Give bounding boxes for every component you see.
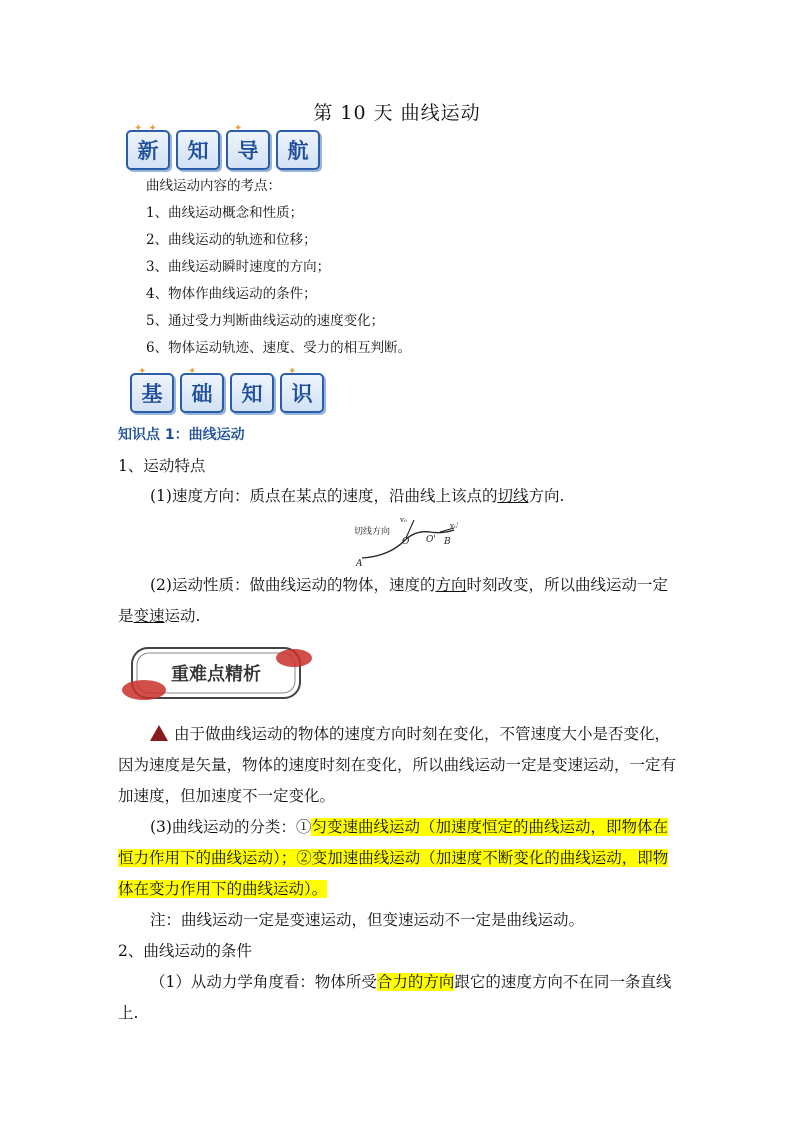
outline-item: 4、物体作曲线运动的条件； xyxy=(146,286,317,302)
outline-item: 1、曲线运动概念和性质； xyxy=(146,205,304,221)
page-title: 第 10 天 曲线运动 xyxy=(313,102,481,124)
svg-text:v₀': v₀' xyxy=(450,522,459,530)
section-heading: 1、运动特点 xyxy=(118,457,206,475)
svg-text:v₀: v₀ xyxy=(400,516,407,524)
outline-item: 3、曲线运动瞬时速度的方向； xyxy=(146,259,331,275)
svg-text:O: O xyxy=(402,537,410,547)
knowledge-point-heading: 知识点 1：曲线运动 xyxy=(118,427,245,443)
key-points-badge xyxy=(122,640,312,706)
section-banner-basic-knowledge xyxy=(130,366,324,413)
banner-tile: 航 xyxy=(276,130,320,170)
section-heading: 2、曲线运动的条件 xyxy=(118,942,252,960)
paragraph-velocity-direction: (1)速度方向：质点在某点的速度，沿曲线上该点的切线方向. xyxy=(150,487,565,505)
outline-item: 5、通过受力判断曲线运动的速度变化； xyxy=(146,313,385,329)
warning-paragraph: 由于做曲线运动的物体的速度方向时刻在变化，不管速度大小是否变化，因为速度是矢量，物体的速度时刻在变化，所以曲线运动一定是变速运动，一定有加速度，但加速度不一定变化。 xyxy=(118,725,677,805)
svg-text:B: B xyxy=(444,537,451,547)
paragraph-condition: （1）从动力学角度看：物体所受合力的方向跟它的速度方向不在同一条直线上. xyxy=(118,973,672,1022)
banner-tile: 知 xyxy=(230,373,274,413)
banner-tile: ✦ 基 xyxy=(130,373,174,413)
banner-tile: ✦ 础 xyxy=(180,373,224,413)
section-banner-new-knowledge xyxy=(126,123,320,170)
paragraph-classification: (3)曲线运动的分类：①匀变速曲线运动（加速度恒定的曲线运动，即物体在恒力作用下的曲线运动）；②变加速曲线运动（加速度不断变化的曲线运动，即物体在变力作用下的曲线运动）。 xyxy=(118,818,669,898)
banner-tile: ✦✦ 新 xyxy=(126,130,170,170)
paragraph-motion-nature: (2)运动性质：做曲线运动的物体，速度的方向时刻改变，所以曲线运动一定是变速运动. xyxy=(118,576,668,625)
banner-tile: ✦ 导 xyxy=(226,130,270,170)
outline-item: 6、物体运动轨迹、速度、受力的相互判断。 xyxy=(146,340,412,356)
badge-label: 重难点精析 xyxy=(171,664,261,685)
tangent-label: 切线方向 xyxy=(354,527,391,537)
note-paragraph: 注：曲线运动一定是变速运动，但变速运动不一定是曲线运动。 xyxy=(150,911,585,929)
banner-tile: ✦ 识 xyxy=(280,373,324,413)
outline-list xyxy=(146,173,411,362)
outline-item: 2、曲线运动的轨迹和位移； xyxy=(146,232,317,248)
outline-intro: 曲线运动内容的考点： xyxy=(146,178,281,194)
banner-tile: 知 xyxy=(176,130,220,170)
svg-text:O': O' xyxy=(426,535,436,545)
tangent-direction-figure xyxy=(350,510,470,566)
svg-text:A: A xyxy=(356,559,363,566)
warning-triangle-icon xyxy=(150,725,168,741)
